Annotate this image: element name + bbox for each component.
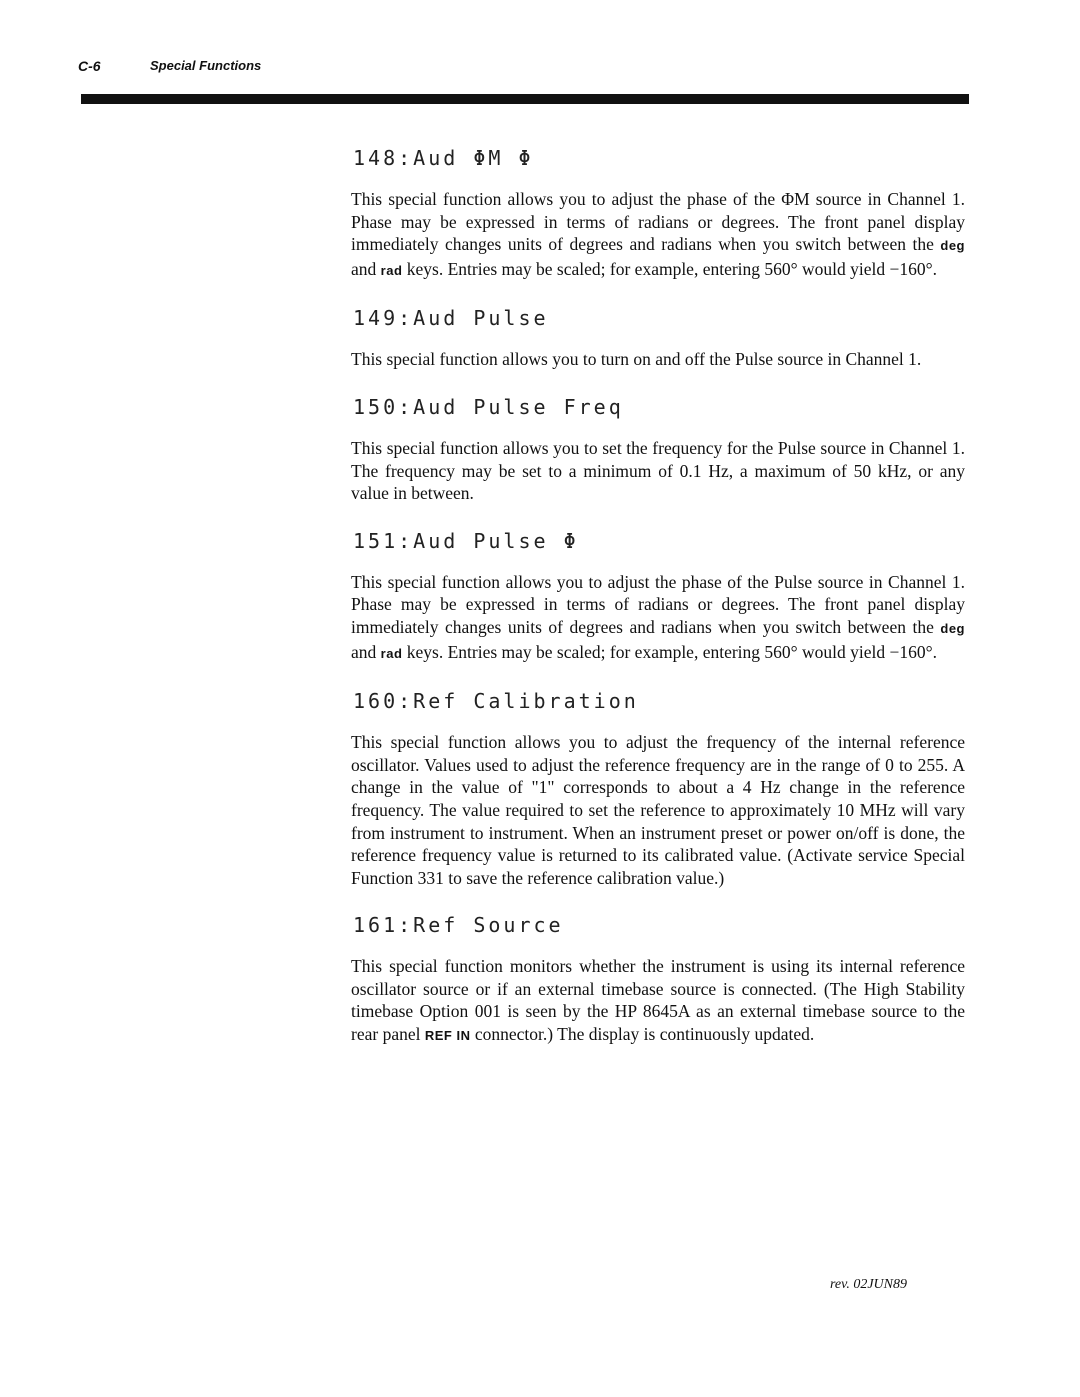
special-function-section <box>351 687 965 889</box>
special-function-section <box>351 393 965 505</box>
special-function-heading: 160:Ref Calibration <box>353 689 639 714</box>
special-function-description <box>351 571 965 665</box>
special-function-heading: 148:Aud ΦM Φ <box>353 146 534 170</box>
revision-date: rev. 02JUN89 <box>830 1277 907 1292</box>
page-number: C-6 <box>78 58 101 74</box>
key-name: REF IN <box>424 1028 471 1044</box>
special-function-description <box>351 731 965 889</box>
description-text: This special function allows you to adjust the frequency of the internal reference oscillator. Values used to adjust the reference frequency are in the range of 0 to 255. A change in the value of "1" corresponds to about a 4 Hz change in the reference frequency. The value required to set the reference to approximately 10 MHz will vary from instrument to instrument. When an instrument preset or power on/off is done, the reference frequency value is returned to its calibrated value. (Activate service Special Function 331 to save the reference calibration value.) <box>351 732 965 888</box>
description-text: This special function allows you to adjust the phase of the ΦM source in Channel 1. Phase may be expressed in terms of radians or degrees. The front panel display immediately changes units of degrees and radians when you switch between the <box>351 189 965 255</box>
description-text: keys. Entries may be scaled; for example, entering 560° would yield −160°. <box>402 258 938 279</box>
header-rule <box>81 94 969 104</box>
key-name: deg <box>940 620 965 636</box>
special-function-description <box>351 955 965 1047</box>
special-function-section <box>351 911 965 1047</box>
key-name: rad <box>380 645 403 661</box>
description-text: and <box>351 641 381 662</box>
description-text: This special function allows you to set the frequency for the Pulse source in Channel 1. The frequency may be set to a minimum of 0.1 Hz, a maximum of 50 kHz, or any value in between. <box>351 437 965 504</box>
description-text: This special function monitors whether the instrument is using its internal reference oscillator source or if an external timebase source is connected. (The High Stability timebase Option 001 is seen by the HP 8645A as an external timebase source to the rear panel <box>351 956 965 1045</box>
description-text: and <box>351 258 381 279</box>
special-function-description <box>351 188 965 282</box>
special-function-description <box>351 348 965 371</box>
key-name: deg <box>940 238 965 254</box>
description-text: keys. Entries may be scaled; for example, entering 560° would yield −160°. <box>402 641 938 662</box>
running-section-title: Special Functions <box>150 58 262 73</box>
special-function-description <box>351 437 965 505</box>
special-function-section <box>351 144 965 282</box>
special-function-heading: 161:Ref Source <box>353 913 564 938</box>
main-content <box>351 144 965 1070</box>
key-name: rad <box>380 262 403 278</box>
special-function-heading: 149:Aud Pulse <box>353 306 549 331</box>
special-function-section <box>351 304 965 371</box>
special-function-heading: 151:Aud Pulse Φ <box>353 528 579 553</box>
description-text: connector.) The display is continuously updated. <box>470 1024 815 1045</box>
description-text: This special function allows you to turn on and off the Pulse source in Channel 1. <box>351 349 922 370</box>
description-text: This special function allows you to adjust the phase of the Pulse source in Channel 1. Phase may be expressed in terms of radians or degrees. The front panel display immediately changes units of degrees and radians when you switch between the <box>351 571 965 637</box>
special-function-heading: 150:Aud Pulse Freq <box>353 394 624 419</box>
special-function-section <box>351 527 965 665</box>
